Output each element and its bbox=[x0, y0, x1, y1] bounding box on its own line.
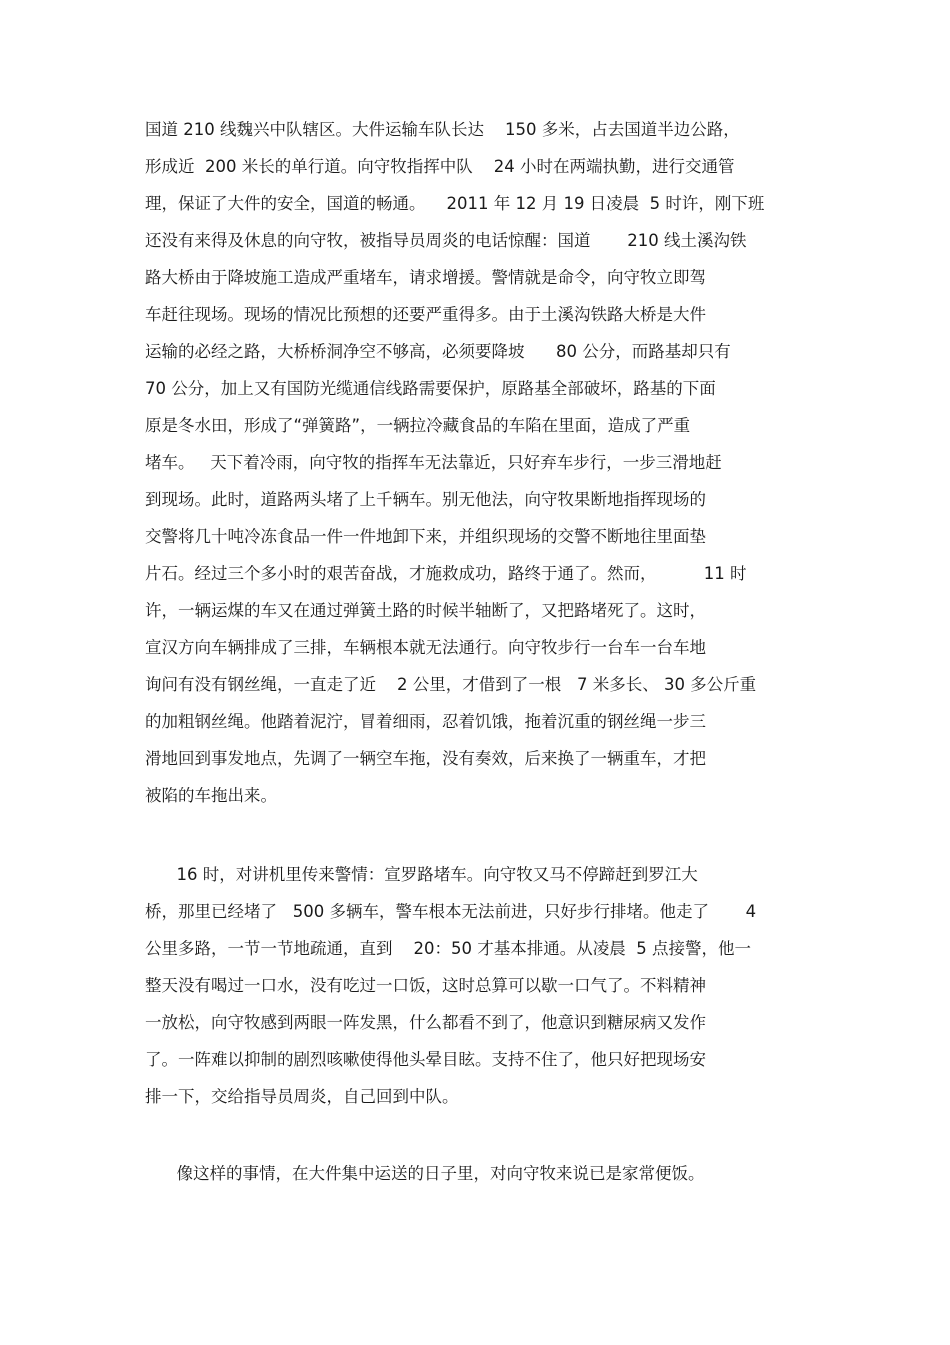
text-line: 宣汉方向车辆排成了三排，车辆根本就无法通行。向守牧步行一台车一台车地 bbox=[145, 638, 706, 657]
text-line: 理，保证了大件的安全，国道的畅通。 2011 年 12 月 19 日凌晨 5 时许，刚下班 bbox=[145, 194, 765, 213]
text-line: 片石。经过三个多小时的艰苦奋战，才施救成功，路终于通了。然而， 11 时 bbox=[145, 564, 747, 583]
text-line: 许，一辆运煤的车又在通过弹簧土路的时候半轴断了，又把路堵死了。这时， bbox=[145, 601, 706, 620]
text-line: 被陷的车拖出来。 bbox=[145, 786, 277, 805]
text-line: 公里多路，一节一节地疏通，直到 20：50 才基本排通。从凌晨 5 点接警，他一 bbox=[145, 939, 751, 958]
text-line: 运输的必经之路，大桥桥洞净空不够高，必须要降坡 80 公分，而路基却只有 bbox=[145, 342, 731, 361]
text-line: 交警将几十吨冷冻食品一件一件地卸下来，并组织现场的交警不断地往里面垫 bbox=[145, 527, 706, 546]
text-line: 国道 210 线魏兴中队辖区。大件运输车队长达 150 多米，占去国道半边公路， bbox=[145, 120, 740, 139]
text-line: 桥，那里已经堵了 500 多辆车，警车根本无法前进，只好步行排堵。他走了 4 bbox=[145, 902, 757, 921]
text-line: 一放松，向守牧感到两眼一阵发黑，什么都看不到了，他意识到糖尿病又发作 bbox=[145, 1013, 706, 1032]
text-line: 堵车。 天下着冷雨，向守牧的指挥车无法靠近，只好弃车步行，一步三滑地赶 bbox=[145, 453, 722, 472]
text-line: 整天没有喝过一口水，没有吃过一口饭，这时总算可以歇一口气了。不料精神 bbox=[145, 976, 706, 995]
text-line: 路大桥由于降坡施工造成严重堵车，请求增援。警情就是命令，向守牧立即驾 bbox=[145, 268, 706, 287]
text-line: 询问有没有钢丝绳，一直走了近 2 公里，才借到了一根 7 米多长、 30 多公斤重 bbox=[145, 675, 757, 694]
text-line: 16 时，对讲机里传来警情：宣罗路堵车。向守牧又马不停蹄赶到罗江大 bbox=[145, 865, 698, 884]
text-line: 形成近 200 米长的单行道。向守牧指挥中队 24 小时在两端执勤，进行交通管 bbox=[145, 157, 735, 176]
text-line: 到现场。此时，道路两头堵了上千辆车。别无他法，向守牧果断地指挥现场的 bbox=[145, 490, 706, 509]
text-line: 了。一阵难以抑制的剧烈咳嗽使得他头晕目眩。支持不住了，他只好把现场安 bbox=[145, 1050, 706, 1069]
text-line: 滑地回到事发地点，先调了一辆空车拖，没有奏效，后来换了一辆重车，才把 bbox=[145, 749, 706, 768]
text-line: 70 公分，加上又有国防光缆通信线路需要保护，原路基全部破坏，路基的下面 bbox=[145, 379, 716, 398]
text-line: 的加粗钢丝绳。他踏着泥泞，冒着细雨，忍着饥饿，拖着沉重的钢丝绳一步三 bbox=[145, 712, 706, 731]
text-line: 车赶往现场。现场的情况比预想的还要严重得多。由于土溪沟铁路大桥是大件 bbox=[145, 305, 706, 324]
text-line: 排一下，交给指导员周炎，自己回到中队。 bbox=[145, 1087, 459, 1106]
text-line: 像这样的事情，在大件集中运送的日子里，对向守牧来说已是家常便饭。 bbox=[145, 1164, 705, 1183]
text-line: 还没有来得及休息的向守牧，被指导员周炎的电话惊醒：国道 210 线土溪沟铁 bbox=[145, 231, 747, 250]
text-line: 原是冬水田，形成了“弹簧路”，一辆拉冷藏食品的车陷在里面，造成了严重 bbox=[145, 416, 691, 435]
